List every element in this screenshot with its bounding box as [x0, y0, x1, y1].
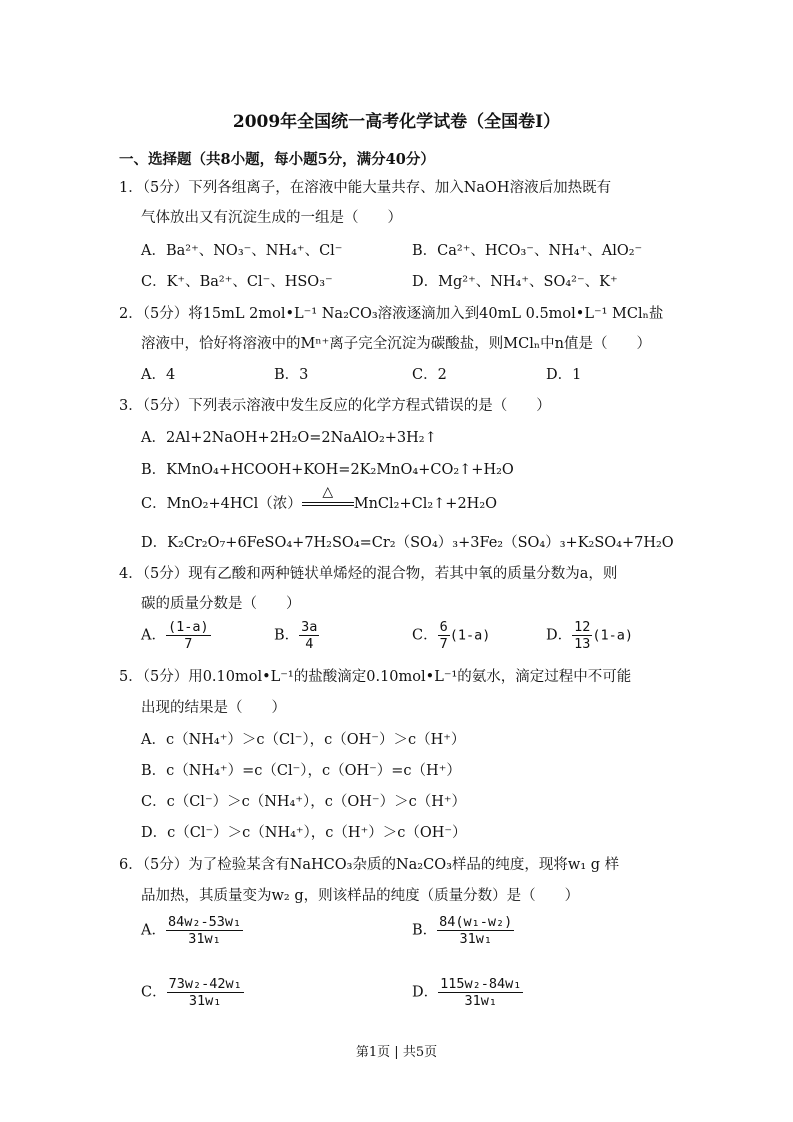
fraction	[166, 914, 243, 947]
question-3-option-b: B．KMnO₄+HCOOH+KOH=2K₂MnO₄+CO₂↑+H₂O	[141, 462, 514, 478]
option-label: D．	[412, 984, 439, 1001]
denominator: 31w₁	[188, 993, 222, 1009]
question-1-option-d: D．Mg²⁺、NH₄⁺、SO₄²⁻、K⁺	[412, 274, 618, 290]
numerator: 6	[439, 619, 448, 635]
question-6-option-b	[412, 914, 514, 947]
page-footer: 第1页 | 共5页	[355, 1045, 438, 1060]
question-1-stem-line1: 1．（5分）下列各组离子，在溶液中能大量共存、加入NaOH溶液后加热既有	[119, 180, 612, 196]
denominator: 31w₁	[464, 993, 498, 1009]
factor: (1-a)	[592, 627, 634, 644]
question-2-stem-line2: 溶液中，恰好将溶液中的Mⁿ⁺离子完全沉淀为碳酸盐，则MClₙ中n值是（ ）	[141, 336, 651, 352]
question-2-option-c: C．2	[412, 367, 447, 383]
section-heading: 一、选择题（共8小题，每小题5分，满分40分）	[119, 151, 435, 168]
option-label: C．	[412, 627, 438, 644]
question-3-option-d: D．K₂Cr₂O₇+6FeSO₄+7H₂SO₄=Cr₂（SO₄）₃+3Fe₂（SO₄）₃+K₂SO₄+7H₂O	[141, 535, 674, 551]
question-5-option-b: B．c（NH₄⁺）=c（Cl⁻），c（OH⁻）=c（H⁺）	[141, 763, 461, 779]
numerator: 73w₂-42w₁	[168, 976, 242, 992]
option-label: B．	[274, 627, 300, 644]
question-5-option-d: D．c（Cl⁻）＞c（NH₄⁺），c（H⁺）＞c（OH⁻）	[141, 825, 467, 841]
question-2-stem-line1: 2．（5分）将15mL 2mol•L⁻¹ Na₂CO₃溶液逐滴加入到40mL 0.5mol•L⁻¹ MClₙ盐	[119, 306, 664, 322]
question-2-option-d: D．1	[546, 367, 582, 383]
page-title: 2009年全国统一高考化学试卷（全国卷Ⅰ）	[232, 112, 561, 132]
question-1-option-b: B．Ca²⁺、HCO₃⁻、NH₄⁺、AlO₂⁻	[412, 243, 643, 259]
fraction	[437, 914, 514, 947]
numerator: (1-a)	[167, 619, 209, 635]
question-6-option-d	[412, 976, 523, 1009]
denominator: 7	[184, 636, 193, 652]
question-6-option-a	[141, 914, 243, 947]
option-label: C．	[141, 984, 167, 1001]
question-5-stem-line2: 出现的结果是（ ）	[141, 700, 286, 716]
heating-condition-sign	[302, 484, 354, 511]
question-3-option-c	[141, 484, 498, 513]
question-1-option-a: A．Ba²⁺、NO₃⁻、NH₄⁺、Cl⁻	[141, 243, 343, 259]
numerator: 84(w₁-w₂)	[439, 914, 513, 930]
numerator: 12	[574, 619, 591, 635]
question-6-option-c	[141, 976, 244, 1009]
fraction	[438, 619, 450, 652]
question-1-stem-line2: 气体放出又有沉淀生成的一组是（ ）	[141, 210, 402, 226]
question-4-option-d	[546, 619, 633, 652]
fraction	[299, 619, 319, 652]
question-3-option-c-reactants: C．MnO₂+4HCl（浓）	[141, 496, 302, 512]
numerator: 3a	[301, 619, 318, 635]
numerator: 84w₂-53w₁	[167, 914, 242, 930]
question-4-stem-line1: 4．（5分）现有乙酸和两种链状单烯烃的混合物，若其中氧的质量分数为a，则	[119, 566, 618, 582]
numerator: 115w₂-84w₁	[440, 976, 522, 992]
question-3-option-a: A．2Al+2NaOH+2H₂O=2NaAlO₂+3H₂↑	[141, 430, 437, 446]
denominator: 7	[439, 636, 448, 652]
question-5-stem-line1: 5．（5分）用0.10mol•L⁻¹的盐酸滴定0.10mol•L⁻¹的氨水，滴定过程中不可能	[119, 669, 632, 685]
fraction	[572, 619, 592, 652]
question-5-option-a: A．c（NH₄⁺）＞c（Cl⁻），c（OH⁻）＞c（H⁺）	[141, 732, 466, 748]
option-label: A．	[141, 627, 166, 644]
question-3-option-c-products: MnCl₂+Cl₂↑+2H₂O	[353, 496, 498, 512]
question-6-stem-line2: 品加热，其质量变为w₂ g，则该样品的纯度（质量分数）是（ ）	[141, 888, 580, 904]
question-2-option-b: B．3	[274, 367, 309, 383]
option-label: A．	[141, 922, 166, 939]
question-3-stem: 3．（5分）下列表示溶液中发生反应的化学方程式错误的是（ ）	[119, 398, 551, 414]
fraction	[167, 976, 244, 1009]
fraction	[438, 976, 523, 1009]
question-4-option-b	[274, 619, 319, 652]
question-2-option-a: A．4	[141, 367, 176, 383]
factor: (1-a)	[449, 627, 491, 644]
denominator: 31w₁	[188, 931, 221, 947]
question-4-stem-line2: 碳的质量分数是（ ）	[141, 596, 301, 612]
option-label: B．	[412, 922, 438, 939]
question-6-stem-line1: 6．（5分）为了检验某含有NaHCO₃杂质的Na₂CO₃样品的纯度，现将w₁ g 样	[119, 857, 620, 873]
denominator: 31w₁	[459, 931, 492, 947]
denominator: 4	[305, 636, 314, 652]
question-5-option-c: C．c（Cl⁻）＞c（NH₄⁺），c（OH⁻）＞c（H⁺）	[141, 794, 466, 810]
question-4-option-a	[141, 619, 211, 652]
delta-symbol: △	[322, 484, 334, 500]
question-4-option-c	[412, 619, 490, 652]
fraction	[166, 619, 211, 652]
question-1-option-c: C．K⁺、Ba²⁺、Cl⁻、HSO₃⁻	[141, 274, 333, 290]
denominator: 13	[574, 636, 591, 652]
option-label: D．	[546, 627, 573, 644]
